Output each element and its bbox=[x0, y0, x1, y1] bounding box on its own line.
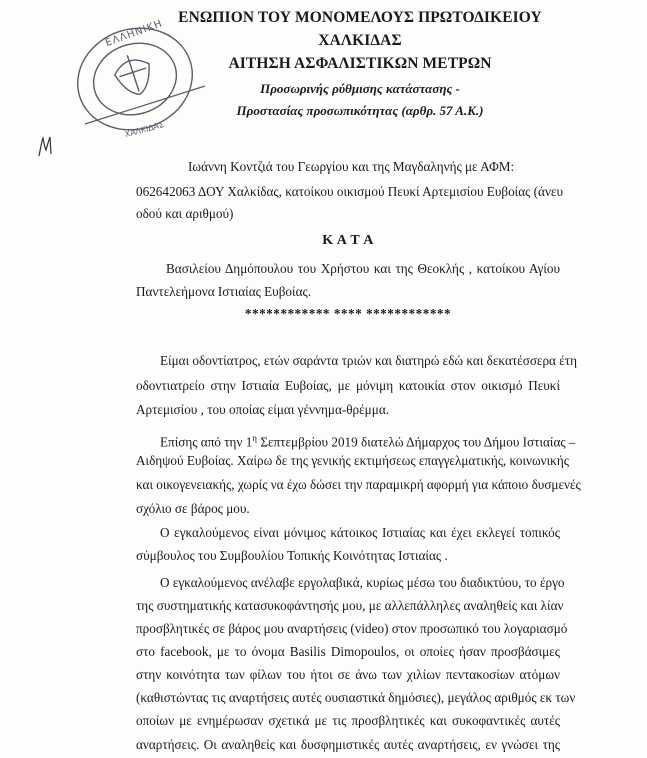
document-title: ΑΙΤΗΣΗ ΑΣΦΑΛΙΣΤΙΚΩΝ ΜΕΤΡΩΝ bbox=[228, 55, 492, 72]
paragraph-line: και οικογενειακής, χωρίς να έχω δώσει την παραμικρή αφορμή για κάποιο δυσμενές bbox=[136, 477, 581, 492]
paragraph-line: σύμβουλος του Συμβουλίου Τοπικής Κοινότητας Ιστιαίας . bbox=[136, 548, 448, 563]
paragraph-line: Είμαι οδοντίατρος, ετών σαράντα τριών και διατηρώ εδώ και δεκατέσσερα έτη bbox=[160, 353, 577, 368]
paragraph-line: της συστηματικής κατασυκοφάντησής μου, με αλλεπάλληλες αναληθείς και λίαν bbox=[136, 598, 564, 613]
svg-text:ΧΑΛΚΙΔΑΣ: ΧΑΛΚΙΔΑΣ bbox=[123, 120, 165, 140]
svg-text:ΕΛΛΗΝΙΚΗ: ΕΛΛΗΝΙΚΗ bbox=[104, 18, 165, 50]
paragraph-line: στο facebook, με το όνομα Basilis Dimopoulos, οι οποίες ήσαν προσβάσιμες bbox=[136, 644, 560, 659]
text-fragment: Σεπτεμβρίου 2019 διατελώ Δήμαρχος του Δήμου Ιστιαίας – bbox=[257, 434, 576, 450]
paragraph-line: προσβλητικές σε βάρος μου αναρτήσεις (video) στον προσωπικό του λογαριασμό bbox=[136, 621, 568, 636]
applicant-line: 062642063 ΔΟΥ Χαλκίδας, κατοίκου οικισμού Πευκί Αρτεμισίου Ευβοίας (άνευ bbox=[136, 184, 563, 199]
paragraph-line: Αρτεμισίου , του οποίας είμαι γέννημα-θρέμμα. bbox=[136, 402, 390, 417]
document-subtitle-1: Προσωρινής ρύθμισης κατάστασης - bbox=[260, 81, 460, 96]
ordinal-suffix: η bbox=[252, 433, 258, 443]
court-city: ΧΑΛΚΙΔΑΣ bbox=[318, 32, 402, 49]
paragraph-line: (καθιστώντας τις αναρτήσεις αυτές ουσιαστικά δημόσιες), μεγάλος αριθμός εκ των bbox=[136, 690, 576, 705]
applicant-line: οδού και αριθμού) bbox=[136, 206, 234, 221]
text-fragment: Επίσης από την 1 bbox=[160, 434, 253, 450]
paragraph-line: οδοντιατρείο στην Ιστιαία Ευβοίας, με μόνιμη κατοικία στον οικισμό Πευκί bbox=[136, 378, 560, 393]
paragraph-line: Ο εγκαλούμενος ανέλαβε εργολαβικά, κυρίως μέσω του διαδικτύου, το έργο bbox=[160, 575, 565, 590]
paragraph-line: αναρτήσεις. Οι αναληθείς και δυσφημιστικές αυτές αναρτήσεις, εν γνώσει της bbox=[136, 737, 560, 752]
paragraph-line: Αιδηψού Ευβοίας. Χαίρω δε της γενικής εκτιμήσεως επαγγελματικής, κοινωνικής bbox=[136, 453, 569, 468]
against-heading: Κ Α Τ Α bbox=[322, 233, 374, 248]
paragraph-line: στην κοινότητα των φίλων του ήτοι σε άνω των χιλίων πεντακοσίων ατόμων bbox=[136, 667, 560, 682]
applicant-line: Ιωάννη Κοντζιά του Γεωργίου και της Μαγδαληνής με ΑΦΜ: bbox=[188, 159, 515, 174]
paragraph-line: σχόλιο σε βάρος μου. bbox=[136, 501, 250, 516]
separator-stars: ************ **** ************ bbox=[244, 306, 452, 321]
court-name: ΕΝΩΠΙΟΝ ΤΟΥ ΜΟΝΟΜΕΛΟΥΣ ΠΡΩΤΟΔΙΚΕΙΟΥ bbox=[178, 9, 542, 26]
respondent-line: Βασιλείου Δημόπουλου του Χρήστου και της Θεοκλής , κατοίκου Αγίου bbox=[166, 261, 560, 276]
document-subtitle-2: Προστασίας προσωπικότητας (αρθρ. 57 Α.Κ.) bbox=[236, 103, 484, 118]
respondent-line: Παντελεήμονα Ιστιαίας Ευβοίας. bbox=[136, 284, 311, 299]
paragraph-line: Ο εγκαλούμενος είναι μόνιμος κάτοικος Ιστιαίας και έχει εκλεγεί τοπικός bbox=[160, 525, 560, 540]
paragraph-line bbox=[160, 429, 576, 451]
paragraph-line: οποίων με ενημέρωσαν σχετικά με τις προσβλητικές και συκοφαντικές αυτές bbox=[136, 713, 560, 728]
handwritten-mark-icon bbox=[36, 134, 54, 160]
